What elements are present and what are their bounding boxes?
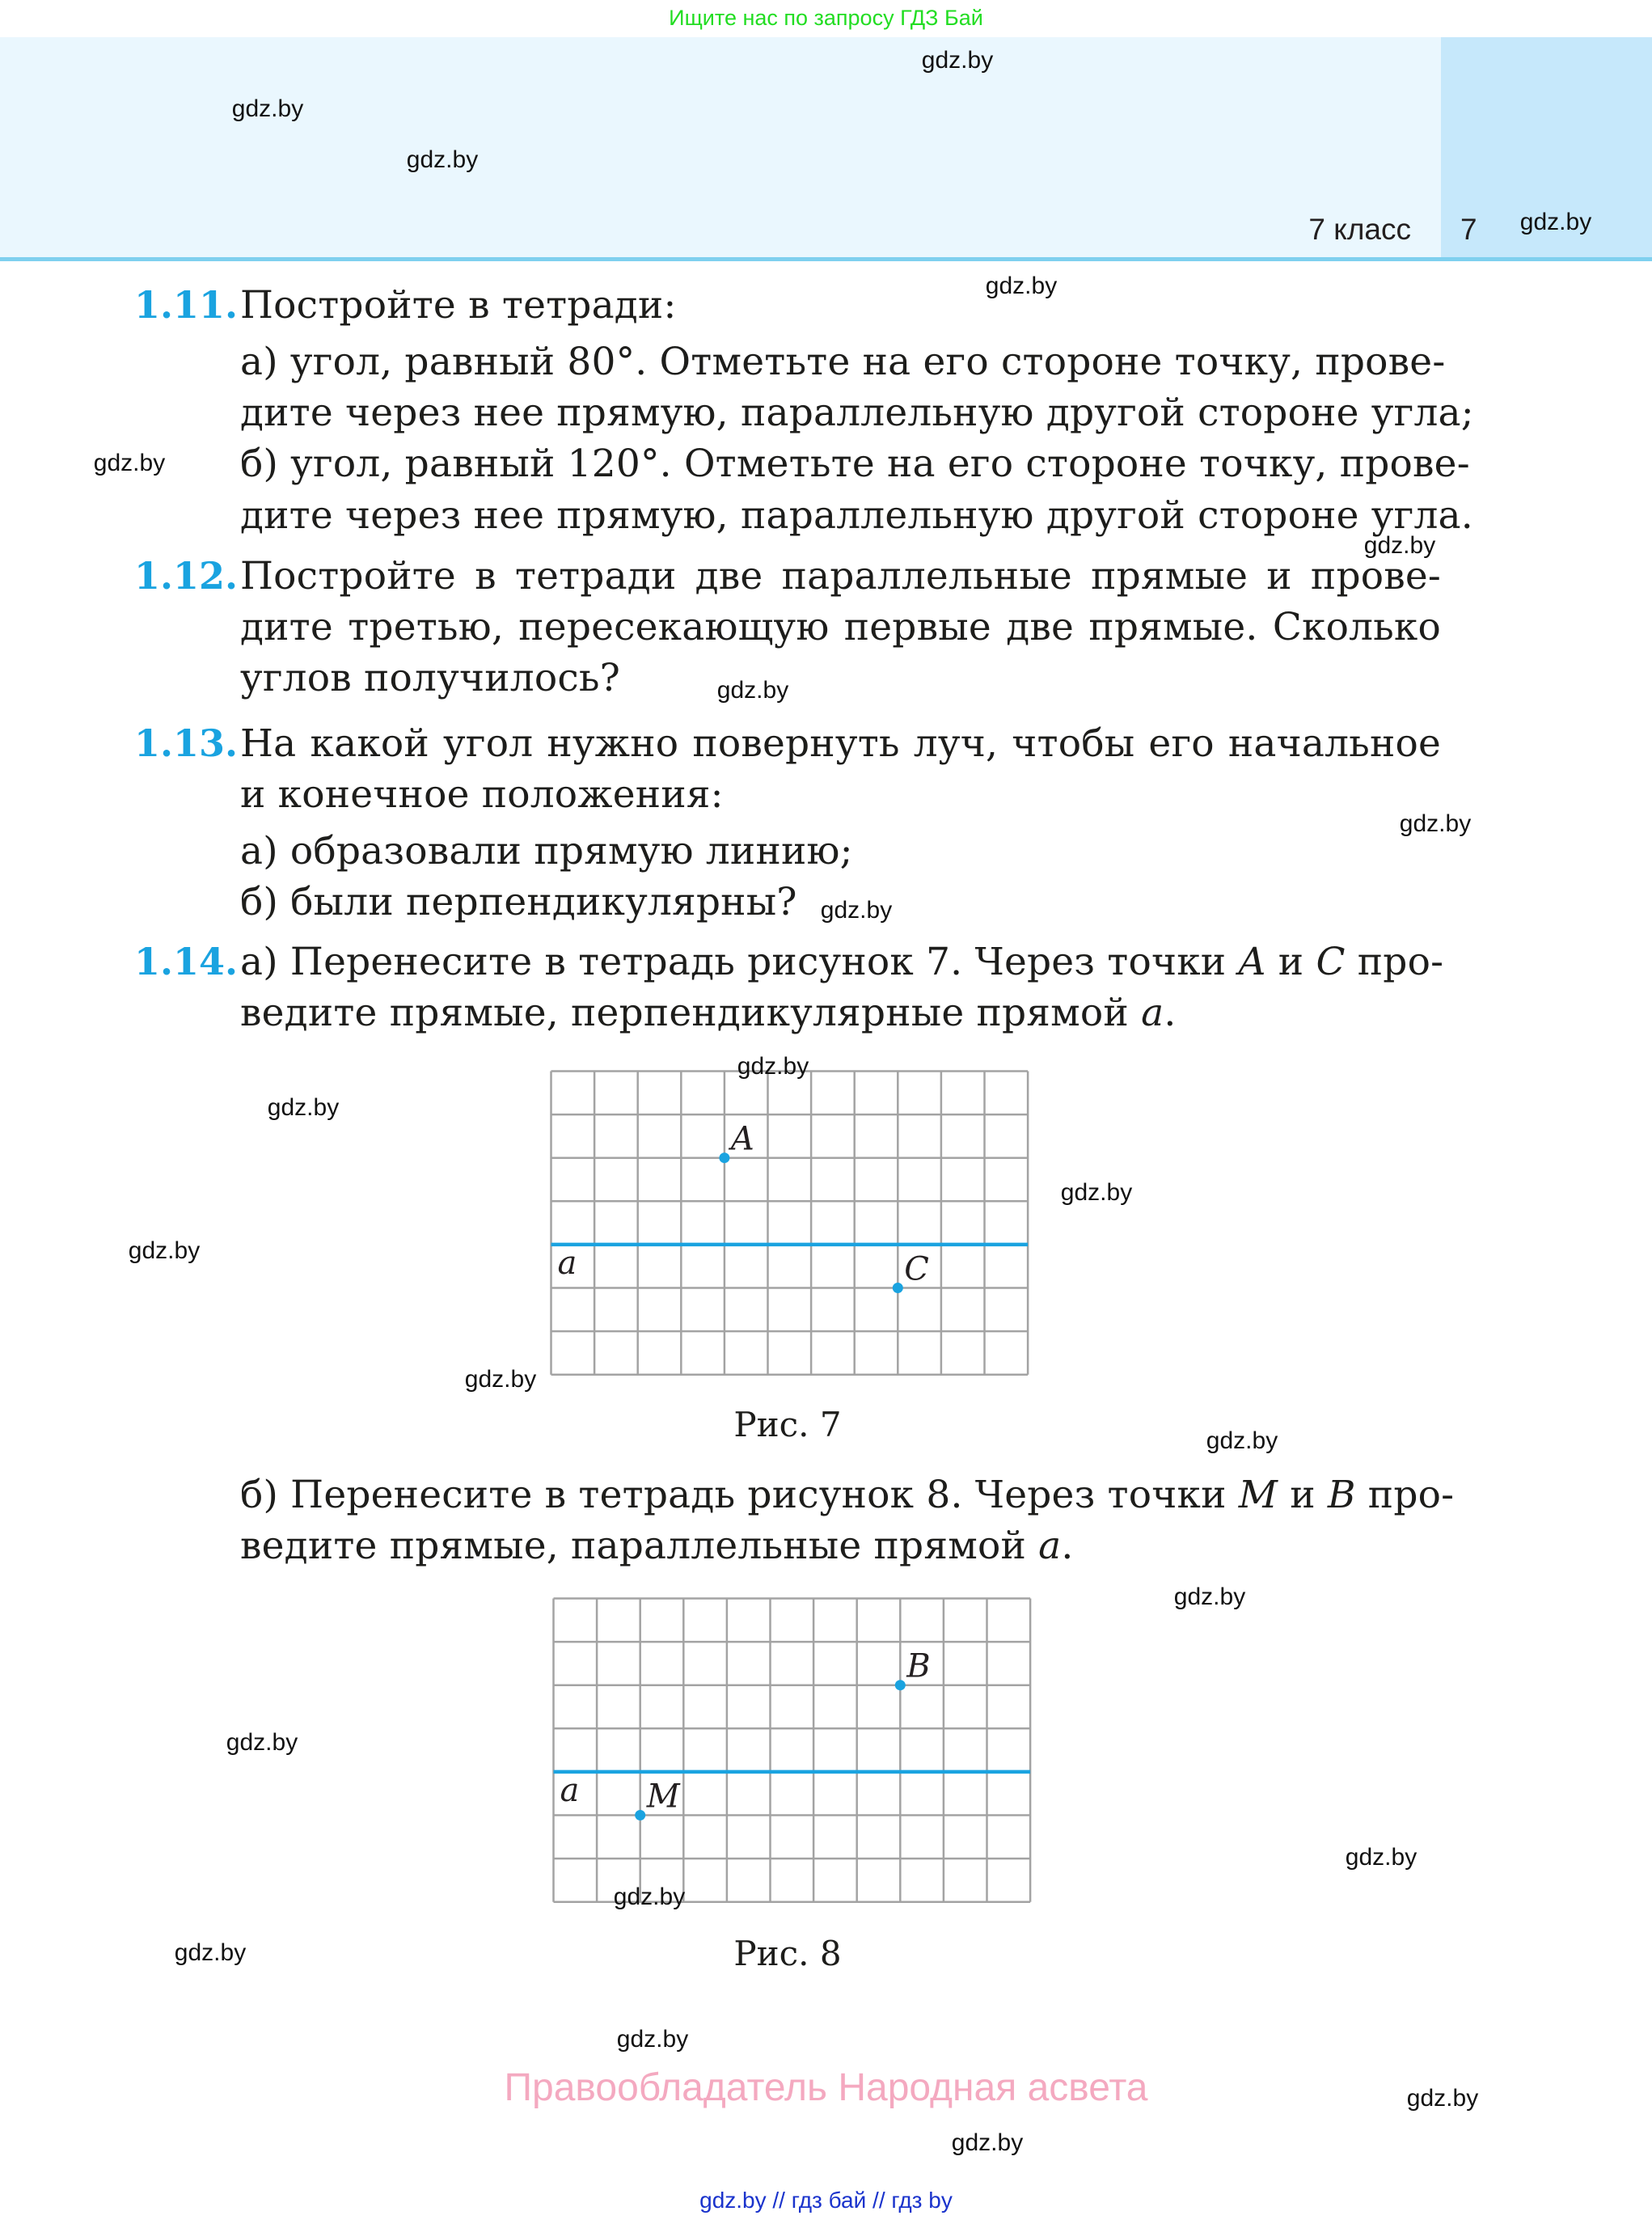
exercise-number: 1.14.	[134, 940, 239, 983]
point-a-dot	[719, 1152, 729, 1163]
watermark: gdz.by	[1519, 209, 1592, 235]
watermark: gdz.by	[985, 273, 1058, 299]
exercise-text-line: б) были перпендикулярны?	[240, 880, 797, 924]
watermark: gdz.by	[128, 1237, 201, 1264]
watermark: gdz.by	[951, 2129, 1024, 2156]
figure-7-caption: Рис. 7	[733, 1405, 842, 1444]
exercise-text-line	[240, 937, 1444, 987]
text-span: а) Перенесите в тетрадь рисунок 7. Через точки	[240, 940, 1239, 984]
watermark: gdz.by	[1060, 1179, 1133, 1206]
watermark: gdz.by	[616, 2026, 689, 2053]
watermark: gdz.by	[716, 677, 789, 704]
point-c-label: C	[904, 1250, 929, 1288]
exercise-text-line: углов получилось?	[240, 656, 621, 700]
exercise-text-line	[240, 1520, 1441, 1571]
exercise-text-line: На какой угол нужно повернуть луч, чтобы его начальное	[240, 721, 1441, 766]
exercise-text-line: дите через нее прямую, параллельную другой стороне угла.	[240, 493, 1473, 538]
point-label-c: C	[1316, 940, 1346, 984]
watermark: gdz.by	[1399, 810, 1472, 837]
watermark: gdz.by	[1206, 1427, 1278, 1454]
watermark: gdz.by	[174, 1939, 247, 1966]
point-b-dot	[895, 1680, 906, 1690]
text-span: ведите прямые, параллельные прямой	[240, 1524, 1039, 1568]
watermark: gdz.by	[921, 47, 994, 74]
line-label-a: a	[1141, 991, 1164, 1035]
watermark: gdz.by	[1173, 1583, 1246, 1610]
figure-8-caption: Рис. 8	[733, 1934, 842, 1973]
watermark: gdz.by	[1406, 2085, 1479, 2112]
figure-8-grid	[552, 1597, 1033, 1904]
figure-7-grid	[550, 1070, 1030, 1376]
exercise-number: 1.12.	[134, 554, 239, 598]
watermark: gdz.by	[93, 450, 166, 476]
text-span: .	[1061, 1524, 1074, 1568]
exercise-text-line	[240, 1469, 1455, 1520]
point-m-dot	[635, 1810, 645, 1820]
text-span: про-	[1355, 1473, 1455, 1517]
watermark: gdz.by	[267, 1094, 340, 1121]
point-m-label: M	[646, 1778, 680, 1816]
line-a-label: a	[557, 1244, 577, 1282]
grade-label: 7 класс	[1308, 213, 1411, 246]
exercise-text-line: б) угол, равный 120°. Отметьте на его стороне точку, прове-	[240, 442, 1470, 486]
point-b-label: B	[906, 1647, 931, 1685]
exercise-text-line: а) образовали прямую линию;	[240, 829, 853, 873]
footer-links[interactable]: gdz.by // гдз бай // гдз by	[699, 2188, 953, 2213]
point-label-b: B	[1327, 1473, 1356, 1517]
exercise-text-line: Постройте в тетради:	[240, 283, 677, 328]
rights-holder-notice: Правообладатель Народная асвета	[504, 2066, 1148, 2109]
exercise-text-line	[240, 987, 1441, 1038]
exercise-text-line: а) угол, равный 80°. Отметьте на его стороне точку, прове-	[240, 340, 1446, 384]
exercise-text-line: дите третью, пересекающую первые две прямые. Сколько	[240, 605, 1441, 649]
point-label-m: M	[1238, 1473, 1278, 1517]
page-header-band	[0, 37, 1441, 259]
watermark: gdz.by	[406, 146, 479, 173]
watermark: gdz.by	[1363, 532, 1436, 559]
page-number: 7	[1460, 213, 1477, 246]
point-label-a: A	[1238, 940, 1266, 984]
point-a-label: A	[730, 1120, 754, 1158]
text-span: .	[1164, 991, 1177, 1035]
watermark: gdz.by	[737, 1053, 809, 1080]
watermark: gdz.by	[1345, 1844, 1418, 1871]
grid-svg	[550, 1070, 1030, 1376]
watermark: gdz.by	[464, 1366, 537, 1393]
exercise-text-line: Постройте в тетради две параллельные прямые и прове-	[240, 554, 1441, 598]
watermark: gdz.by	[613, 1884, 686, 1910]
search-hint-banner: Ищите нас по запросу ГДЗ Бай	[669, 6, 983, 30]
watermark: gdz.by	[231, 95, 304, 122]
point-c-dot	[893, 1283, 903, 1293]
grid-svg	[552, 1597, 1033, 1904]
exercise-text-line: и конечное положения:	[240, 772, 724, 817]
text-span: ведите прямые, перпендикулярные прямой	[240, 991, 1142, 1035]
text-span: б) Перенесите в тетрадь рисунок 8. Через точки	[240, 1473, 1239, 1517]
line-a-label: a	[560, 1771, 580, 1809]
line-label-a: a	[1038, 1524, 1062, 1568]
text-span: и	[1278, 1473, 1328, 1517]
watermark: gdz.by	[820, 897, 893, 924]
exercise-number: 1.13.	[134, 721, 239, 765]
exercise-text-line: дите через нее прямую, параллельную другой стороне угла;	[240, 391, 1474, 435]
text-span: и	[1265, 940, 1316, 984]
header-divider	[0, 257, 1652, 261]
watermark: gdz.by	[226, 1729, 298, 1756]
exercise-number: 1.11.	[134, 283, 239, 327]
text-span: про-	[1345, 940, 1444, 984]
